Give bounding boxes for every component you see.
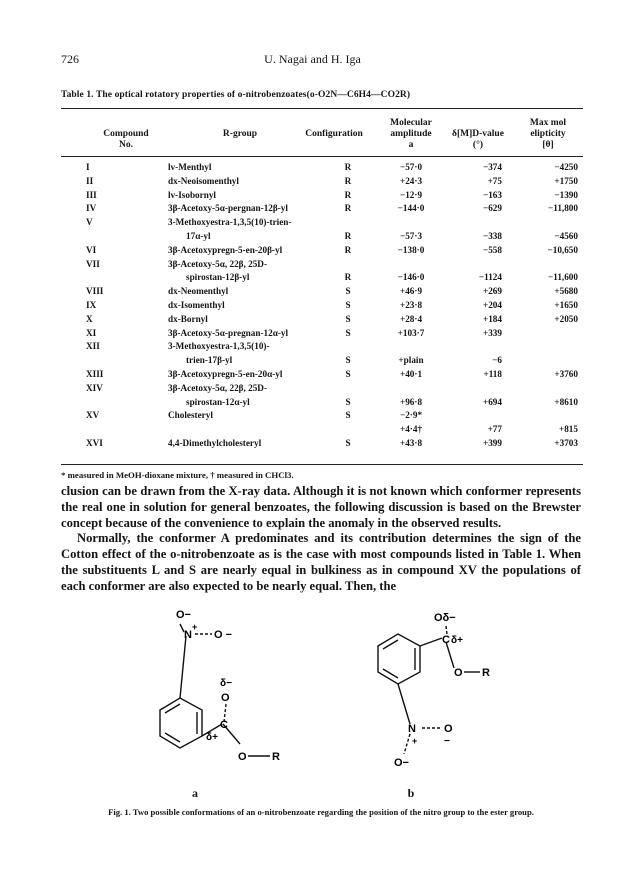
table-cell-r: 3-Methoxyestra-1,3,5(10)-	[168, 341, 270, 352]
header-molecular-amplitude: Molecular amplitude a	[390, 118, 432, 150]
table-cell-cfg: R	[344, 272, 352, 283]
table-cell-r: spirostan-12β-yl	[186, 272, 250, 283]
table-cell-no: XV	[86, 410, 100, 421]
table-cell-d: +184	[482, 313, 502, 324]
table-cell-a: +24·3	[399, 175, 423, 186]
carbon-delta-a: δ+	[206, 732, 218, 743]
r-group-a: R	[272, 751, 280, 763]
table-cell-cfg: S	[345, 355, 351, 366]
table-cell-a: −12·9	[399, 189, 423, 200]
table-cell-t: +8610	[554, 396, 578, 407]
header-compound: Compound No.	[103, 129, 149, 150]
table-cell-r: dx-Neomenthyl	[168, 286, 229, 297]
table-cell-cfg: S	[345, 396, 351, 407]
page-number: 726	[61, 52, 79, 66]
table-cell-cfg: S	[345, 438, 351, 448]
table-cell-a: −144·0	[397, 203, 425, 214]
table-cell-d: −629	[482, 203, 502, 214]
table-cell-no: II	[86, 175, 94, 186]
table-cell-cfg: R	[344, 231, 352, 241]
table-cell-no: I	[86, 162, 90, 172]
header-rgroup: R-group	[222, 129, 258, 139]
paragraph-1: clusion can be drawn from the X-ray data. Although it is not known which conformer represents the real one in solution for general benzoates, the following discussion is based on the Brewster concept because of the convenience to explain the anomaly in the observed results.	[61, 484, 581, 530]
table-cell-cfg: S	[345, 313, 351, 324]
table-cell-cfg: R	[344, 189, 352, 200]
table-cell-r: dx-Isomenthyl	[168, 300, 225, 310]
table-cell-no: VI	[86, 244, 97, 255]
table-cell-cfg: R	[344, 162, 352, 172]
structure-b	[338, 606, 518, 786]
table-cell-r: dx-Neoisomenthyl	[168, 175, 239, 186]
table-cell-t: +3760	[554, 369, 578, 379]
table-cell-r: 17α-yl	[186, 231, 211, 241]
table-header-rule	[61, 156, 583, 157]
benzene-ring-b	[378, 634, 420, 684]
table-cell-r: 4,4-Dimethylcholesteryl	[168, 438, 262, 448]
table-bottom-rule	[61, 464, 583, 465]
table-cell-d: −6	[492, 355, 502, 366]
carbon-delta-b: δ+	[451, 635, 463, 646]
table-cell-a: −2·9*	[399, 410, 423, 421]
nitro-o-bottom-b: O−	[394, 757, 409, 769]
nitro-plus-b: +	[412, 736, 418, 746]
ester-o-b: O	[454, 667, 463, 679]
table-cell-a: +46·9	[399, 286, 423, 297]
paragraph-2: Normally, the conformer A predominates and its contribution determines the sign of the Cotton effect of the o-nitrobenzoate as is the case with most compounds listed in Table 1. When the substituents L and S are nearly equal in bulkiness as in compound XV the populations of each conformer are also expected to be nearly equal. Then, the	[61, 531, 581, 593]
table-cell-a: +plain	[398, 355, 424, 366]
table-cell-cfg: S	[345, 286, 351, 297]
table-cell-t: +2050	[554, 313, 578, 324]
table-cell-cfg: R	[344, 175, 352, 186]
nitro-n-b: N	[408, 723, 416, 735]
table-cell-no: XI	[86, 327, 97, 338]
table-cell-d: −558	[482, 244, 502, 255]
table-cell-no: VIII	[86, 286, 104, 297]
table-cell-r: 3β-Acetoxypregn-5-en-20β-yl	[168, 244, 283, 255]
table-cell-t: −4560	[554, 231, 578, 241]
figure-caption: Fig. 1. Two possible conformations of an o-nitrobenzoate regarding the position of the nitro group to the ester group.	[108, 807, 534, 817]
table-cell-a: +28·4	[399, 313, 423, 324]
table-top-rule	[61, 108, 583, 109]
table-cell-t: −4250	[554, 162, 578, 172]
carbonyl-delta-a: δ−	[220, 678, 232, 689]
table-cell-no: X	[86, 313, 93, 324]
table-cell-a: −146·0	[397, 272, 425, 283]
header-delta-md: δ[M]D-value (°)	[452, 129, 504, 150]
table-cell-d: +694	[482, 396, 502, 407]
carbon-a: C	[220, 719, 228, 731]
table-cell-r: spirostan-12α-yl	[186, 396, 250, 407]
table-cell-a: +23·8	[399, 300, 423, 310]
table-cell-a: +43·8	[399, 438, 423, 448]
table-cell-a: −138·0	[397, 244, 425, 255]
table-cell-d: −338	[482, 231, 502, 241]
table-cell-no: IX	[86, 300, 97, 310]
carbon-b: C	[442, 634, 450, 646]
table-cell-no: VII	[86, 258, 100, 269]
table-cell-r: trien-17β-yl	[186, 355, 233, 366]
table-cell-a: −57·0	[399, 162, 423, 172]
table-cell-cfg: R	[344, 203, 352, 214]
nitro-plus-a: +	[192, 622, 198, 632]
table-cell-r: 3β-Acetoxy-5α, 22β, 25D-	[168, 258, 268, 269]
carbonyl-o-a: O	[221, 692, 230, 704]
nitro-o-top-a: O−	[176, 609, 191, 621]
r-group-b: R	[482, 667, 490, 679]
table-cell-no: XVI	[86, 438, 103, 448]
table-cell-cfg: S	[345, 300, 351, 310]
header-configuration: Configuration	[305, 129, 363, 139]
table-cell-r: 3β-Acetoxypregn-5-en-20α-yl	[168, 369, 283, 379]
table-cell-r: 3β-Acetoxy-5α-pregnan-12α-yl	[168, 327, 289, 338]
table-cell-d: +118	[483, 369, 502, 379]
table-cell-d: +75	[487, 175, 502, 186]
table-cell-d: +269	[482, 286, 502, 297]
table-cell-no: III	[86, 189, 97, 200]
table-cell-a: +40·1	[399, 369, 423, 379]
table-cell-r: 3β-Acetoxy-5α-pergnan-12β-yl	[168, 203, 288, 214]
table-cell-d: −374	[482, 162, 502, 172]
table-cell-no: XIV	[86, 382, 103, 393]
table-cell-cfg: S	[345, 369, 351, 379]
table-cell-d: −1124	[478, 272, 502, 283]
table-cell-cfg: S	[345, 410, 351, 421]
nitro-o-right-a: O −	[214, 629, 233, 641]
table-cell-a: +103·7	[397, 327, 425, 338]
table-cell-no: XII	[86, 341, 100, 352]
table-cell-a: +4·4†	[399, 424, 423, 435]
table-cell-r: dx-Bornyl	[168, 313, 208, 324]
header-max-mol-elipticity: Max mol elipticity [θ]	[529, 118, 567, 150]
table-cell-no: XIII	[86, 369, 104, 379]
table-cell-r: Cholesteryl	[168, 410, 213, 421]
table-cell-no: IV	[86, 203, 97, 214]
table-cell-no: V	[86, 217, 93, 228]
table-cell-t: +1650	[554, 300, 578, 310]
table-cell-t: −10,650	[547, 244, 578, 255]
structure-label-b: b	[407, 786, 415, 800]
table-cell-t: +3703	[554, 438, 578, 448]
carbonyl-o-b: Oδ−	[434, 612, 456, 624]
ester-o-a: O	[238, 751, 247, 763]
table-caption: Table 1. The optical rotatory properties of o-nitrobenzoates(o-O2N—C6H4—CO2R)	[61, 90, 411, 100]
table-footnote: * measured in MeOH-dioxane mixture, † measured in CHCl3.	[61, 470, 294, 480]
table-cell-a: −57·3	[399, 231, 423, 241]
table-cell-r: 3β-Acetoxy-5α, 22β, 25D-	[168, 382, 268, 393]
table-cell-t: +1750	[554, 175, 578, 186]
table-cell-a: +96·8	[399, 396, 423, 407]
body-text	[61, 484, 581, 595]
table-cell-cfg: R	[344, 244, 352, 255]
running-head: U. Nagai and H. Iga	[264, 52, 361, 66]
table-cell-r: lv-Isobornyl	[168, 189, 216, 200]
table-cell-t: +815	[558, 424, 578, 435]
table-cell-t: +5680	[554, 286, 578, 297]
table-cell-r: 3-Methoxyestra-1,3,5(10)-trien-	[168, 217, 292, 228]
nitro-n-a: N	[184, 629, 192, 641]
structure-a	[120, 606, 300, 781]
table-cell-cfg: S	[345, 327, 351, 338]
nitro-o-right-charge-b: −	[444, 736, 450, 747]
table-cell-d: +204	[482, 300, 502, 310]
table-cell-d: −163	[482, 189, 502, 200]
table-cell-d: +77	[487, 424, 502, 435]
table-cell-d: +339	[482, 327, 502, 338]
table-cell-t: −1390	[554, 189, 578, 200]
table-cell-t: −11,600	[548, 272, 578, 283]
benzene-ring-a	[160, 698, 202, 748]
table-cell-r: lv-Menthyl	[168, 162, 212, 172]
table-cell-t: −11,800	[548, 203, 578, 214]
table-cell-d: +399	[482, 438, 502, 448]
nitro-o-right-b: O	[444, 723, 453, 735]
structure-label-a: a	[192, 786, 198, 800]
